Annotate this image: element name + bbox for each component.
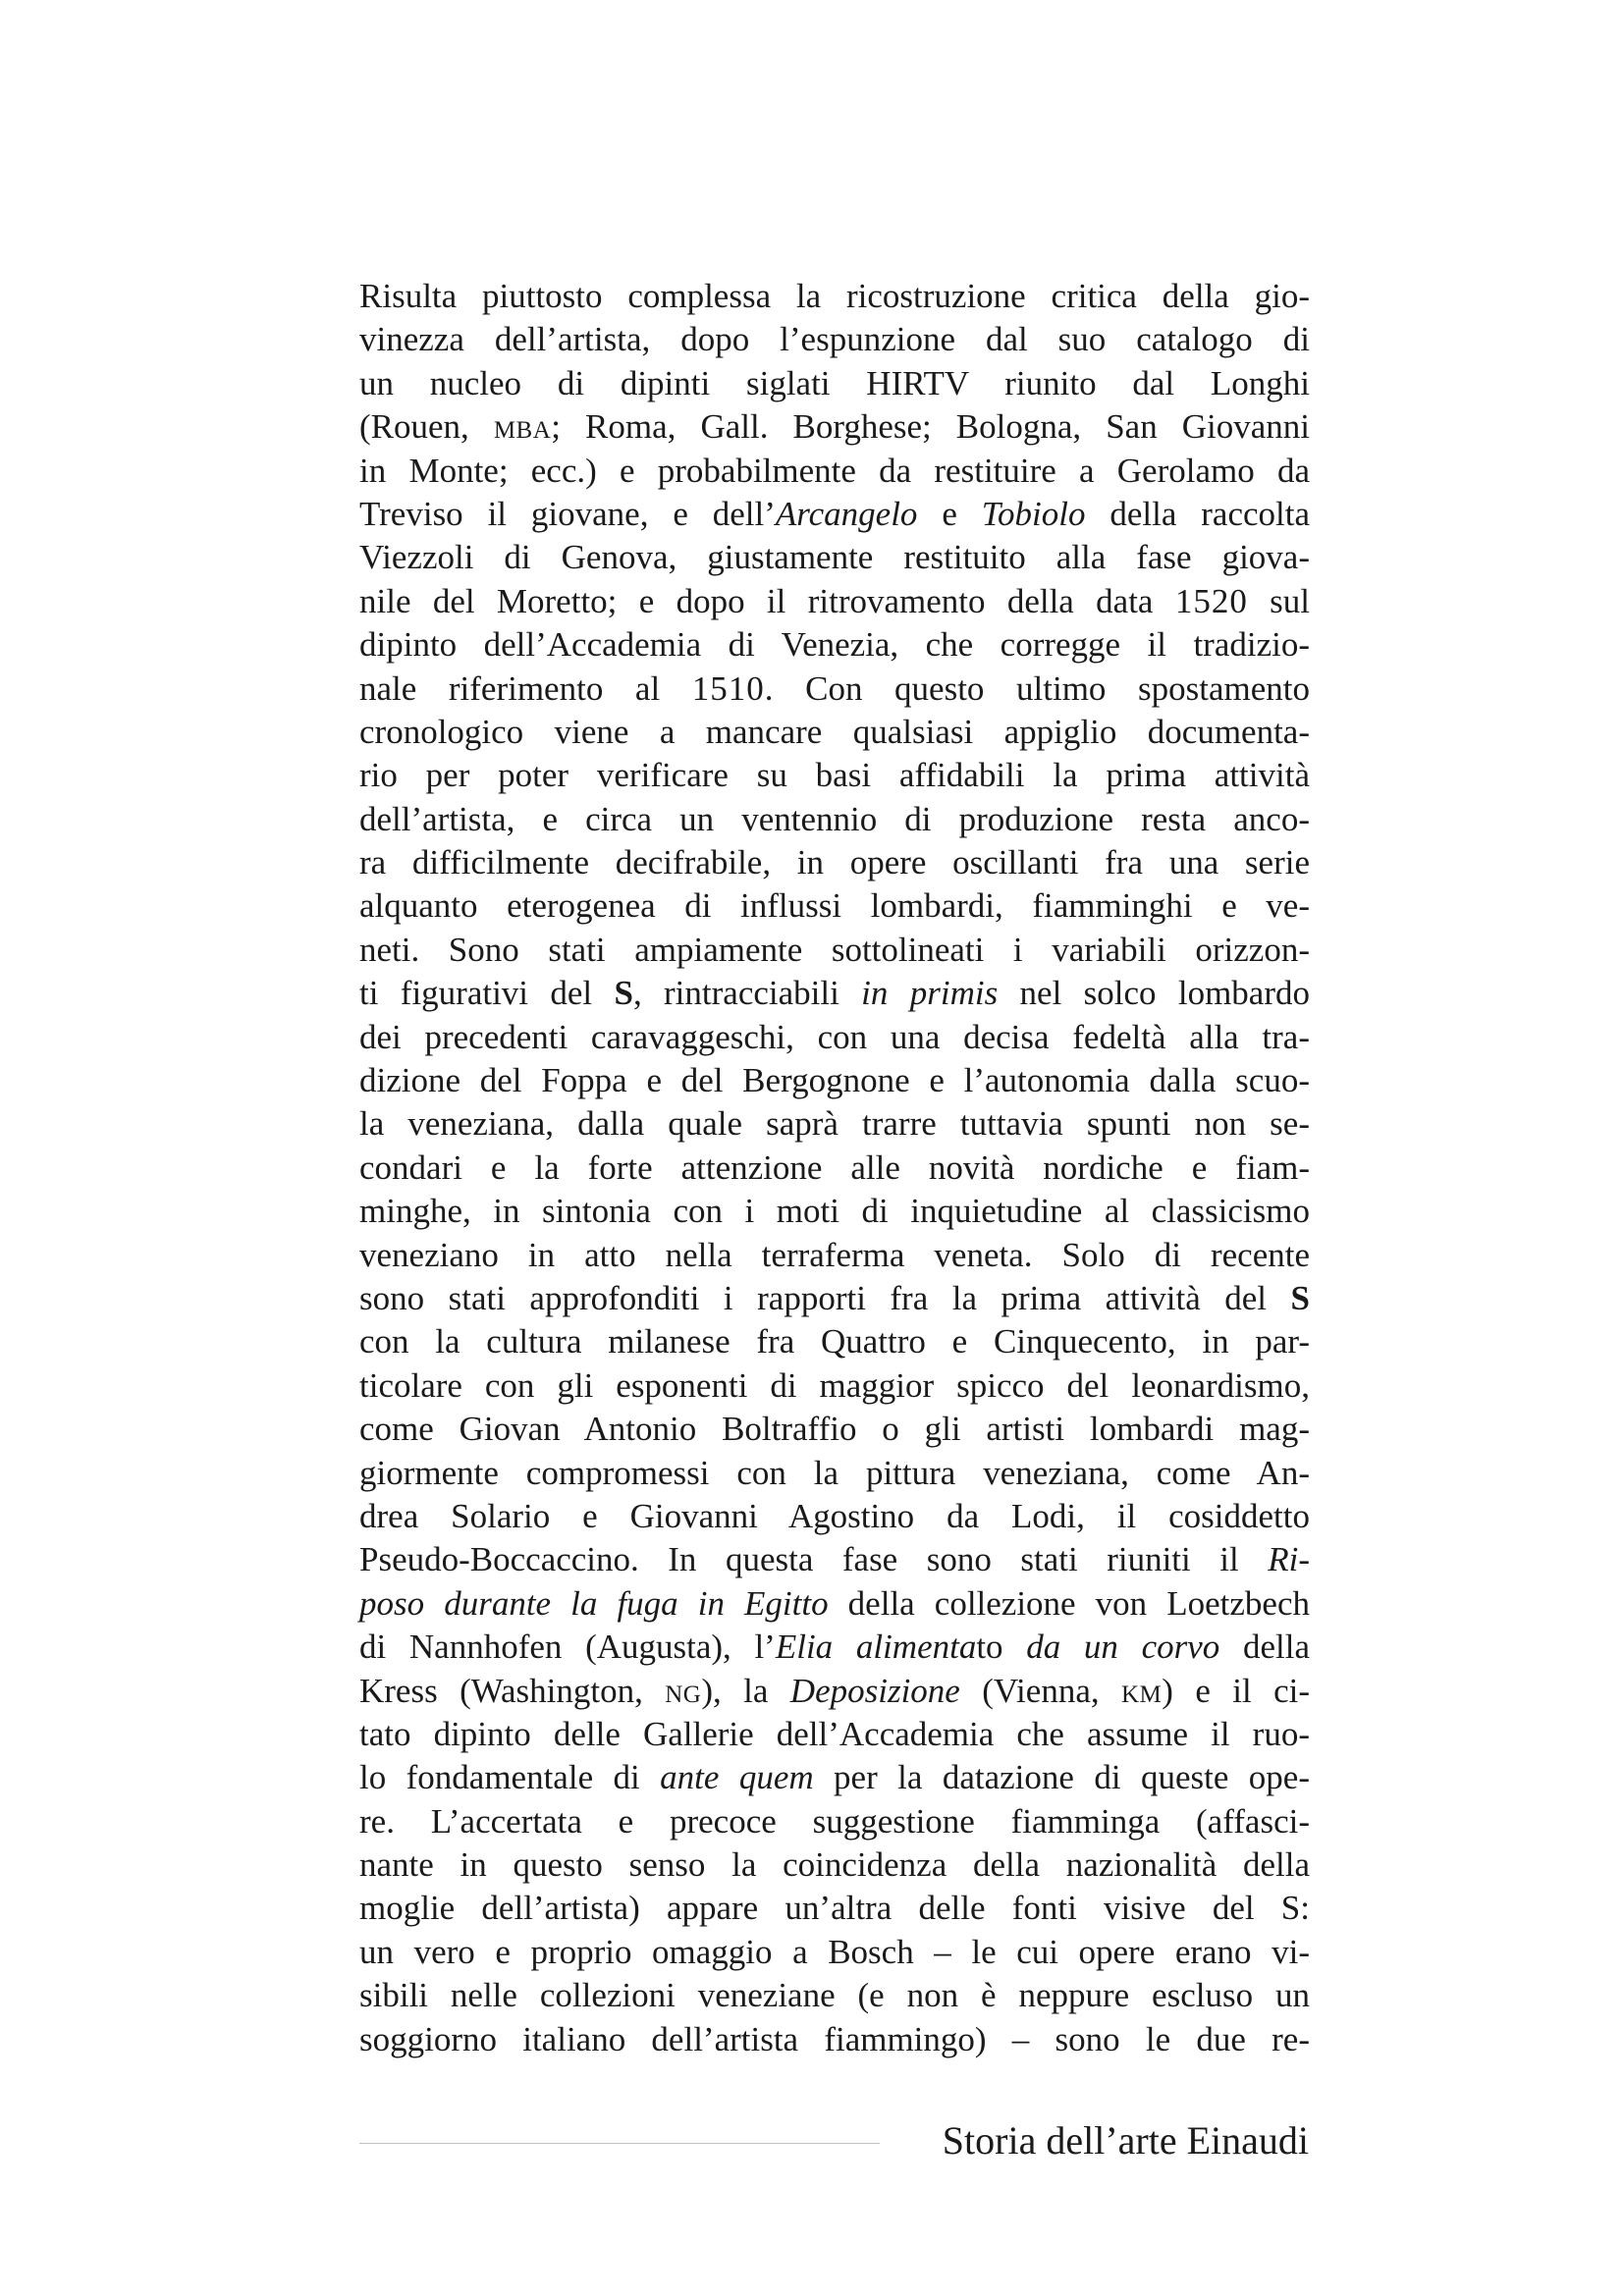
text-line: re. L’accertata e precoce suggestione fiamminga (affasci- — [359, 1801, 1310, 1841]
text-line: nale riferimento al 1510. Con questo ultimo spostamento — [359, 668, 1310, 708]
text-line: come Giovan Antonio Boltraffio o gli artisti lombardi mag- — [359, 1410, 1310, 1449]
text-line: (Rouen, mba; Roma, Gall. Borghese; Bologna, San Giovanni — [359, 407, 1310, 447]
text-line: lo fondamentale di ante quem per la datazione di queste ope- — [359, 1758, 1310, 1797]
text-line: tato dipinto delle Gallerie dell’Accademia che assume il ruo- — [359, 1714, 1310, 1753]
work-title-riposo: Ri- — [1268, 1540, 1310, 1579]
abbreviation-mba: mba — [493, 407, 552, 447]
text-line: dei precedenti caravaggeschi, con una decisa fedeltà alla tra- — [359, 1017, 1310, 1056]
text-line: drea Solario e Giovanni Agostino da Lodi, il cosiddetto — [359, 1496, 1310, 1535]
text-line: vinezza dell’artista, dopo l’espunzione dal suo catalogo di — [359, 320, 1310, 359]
text-line: rio per poter verificare su basi affidabili la prima attività — [359, 756, 1310, 795]
artist-initial: S — [614, 974, 633, 1013]
text-line: Risulta piuttosto complessa la ricostruzione critica della gio- — [359, 277, 1310, 315]
footer-series-title: Storia dell’arte Einaudi — [942, 2118, 1309, 2163]
text-line: un vero e proprio omaggio a Bosch – le cui opere erano vi- — [359, 1932, 1310, 1971]
text-line: ticolare con gli esponenti di maggior spicco del leonardismo, — [359, 1365, 1310, 1405]
text-line: un nucleo di dipinti siglati HIRTV riunito dal Longhi — [359, 363, 1310, 402]
text-line: nante in questo senso la coincidenza della nazionalità della — [359, 1845, 1310, 1885]
abbreviation-ng: ng — [665, 1671, 702, 1710]
date-number: 1520 — [1174, 581, 1248, 620]
text-line: Viezzoli di Genova, giustamente restituito alla fase giova- — [359, 538, 1310, 577]
text-line: Pseudo-Boccaccino. In questa fase sono stati riuniti il Ri- — [359, 1540, 1310, 1579]
text-line: poso durante la fuga in Egitto della collezione von Loetzbech — [359, 1583, 1310, 1623]
text-line: veneziano in atto nella terraferma veneta. Solo di recente — [359, 1235, 1310, 1274]
text-line: sibili nelle collezioni veneziane (e non è neppure escluso un — [359, 1976, 1310, 2015]
text-line: Kress (Washington, ng), la Deposizione (Vienna, km) e il ci- — [359, 1671, 1311, 1710]
text-line: ra difficilmente decifrabile, in opere oscillanti fra una serie — [359, 843, 1310, 882]
text-line: Treviso il giovane, e dell’Arcangelo e Tobiolo della raccolta — [359, 494, 1310, 533]
text-line: ti figurativi del S, rintracciabili in primis nel solco lombardo — [359, 974, 1310, 1013]
work-title-elia: Elia alimenta — [775, 1628, 977, 1667]
text-line: dipinto dell’Accademia di Venezia, che corregge il tradizio- — [359, 625, 1310, 665]
text-line: neti. Sono stati ampiamente sottolineati i variabili orizzon- — [359, 930, 1310, 969]
footer-rule — [359, 2143, 880, 2144]
text-line: condari e la forte attenzione alle novità nordiche e fiam- — [359, 1148, 1310, 1187]
date-number: 1510 — [691, 668, 765, 708]
work-title-arcangelo: Arcangelo — [775, 494, 918, 533]
work-title-tobiolo: Tobiolo — [981, 494, 1086, 533]
text-line: moglie dell’artista) appare un’altra delle fonti visive del S: — [359, 1889, 1310, 1928]
work-title-elia-cont: da un corvo — [1026, 1628, 1220, 1667]
text-line: soggiorno italiano dell’artista fiammingo) – sono le due re- — [359, 2019, 1310, 2058]
text-line: la veneziana, dalla quale saprà trarre tuttavia spunti non se- — [359, 1104, 1310, 1144]
body-paragraph — [359, 275, 1310, 2061]
abbreviation-km: km — [1121, 1671, 1163, 1710]
text-line: di Nannhofen (Augusta), l’Elia alimentato da un corvo della — [359, 1628, 1310, 1667]
text-line: alquanto eterogenea di influssi lombardi, fiamminghi e ve- — [359, 886, 1310, 926]
text-line: minghe, in sintonia con i moti di inquietudine al classicismo — [359, 1192, 1310, 1231]
text-line: cronologico viene a mancare qualsiasi appiglio documenta- — [359, 712, 1310, 751]
text-line: nile del Moretto; e dopo il ritrovamento della data 1520 sul — [359, 581, 1310, 620]
work-title-deposizione: Deposizione — [789, 1671, 960, 1710]
text-line: in Monte; ecc.) e probabilmente da restituire a Gerolamo da — [359, 451, 1310, 490]
text-line: con la cultura milanese fra Quattro e Cinquecento, in par- — [359, 1322, 1310, 1362]
text-line: dizione del Foppa e del Bergognone e l’autonomia dalla scuo- — [359, 1061, 1310, 1100]
latin-phrase: ante quem — [660, 1758, 814, 1797]
text-line: sono stati approfonditi i rapporti fra la prima attività del S — [359, 1278, 1310, 1317]
artist-initial: S — [1290, 1278, 1310, 1317]
text-line: dell’artista, e circa un ventennio di produzione resta anco- — [359, 799, 1310, 838]
latin-phrase: in primis — [861, 974, 999, 1013]
work-title-riposo-cont: poso durante la fuga in Egitto — [359, 1583, 829, 1623]
text-line: giormente compromessi con la pittura veneziana, come An- — [359, 1453, 1310, 1492]
